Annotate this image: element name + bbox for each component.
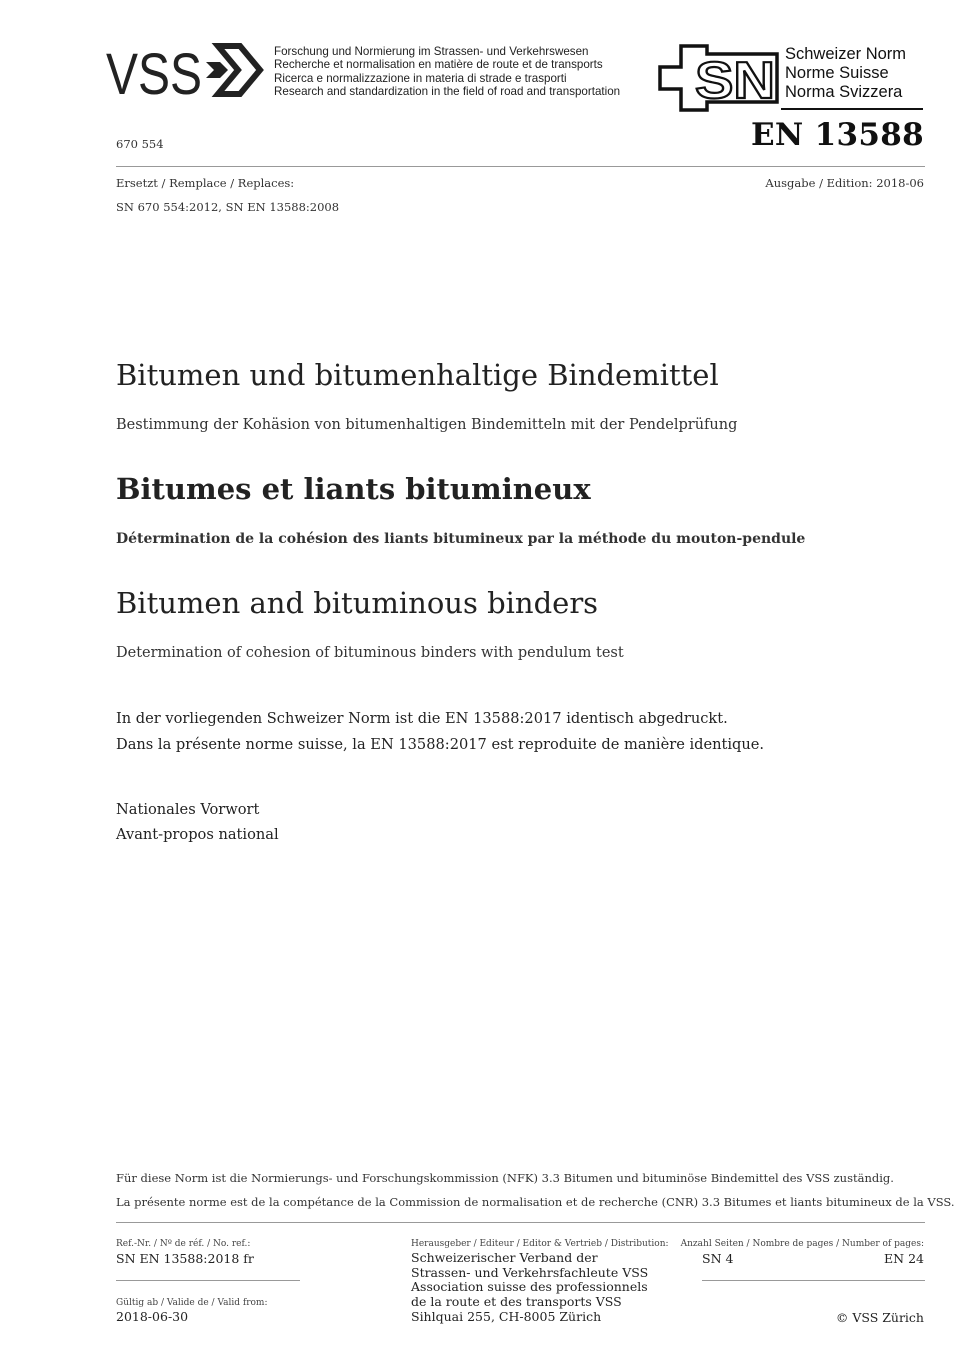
vss-tagline-it: Ricerca e normalizzazione in materia di strade e trasporti <box>274 71 567 85</box>
pages-sn: SN 4 <box>702 1251 734 1266</box>
vss-tagline <box>274 45 620 98</box>
copyright: © VSS Zürich <box>835 1310 924 1325</box>
publisher-line: Strassen- und Verkehrsfachleute VSS <box>411 1264 649 1280</box>
sn-norm-it: Norma Svizzera <box>785 83 903 101</box>
subtitle-fr: Détermination de la cohésion des liants bitumineux par la méthode du mouton-pendule <box>116 531 806 547</box>
ref-divider <box>116 1280 300 1281</box>
responsibility-de: Für diese Norm ist die Normierungs- und Forschungskommission (NFK) 3.3 Bitumen und bituminöse Bindemittel des VSS zuständig. <box>116 1171 894 1185</box>
title-de: Bitumen und bitumenhaltige Bindemittel <box>116 358 719 392</box>
header-divider <box>116 166 925 167</box>
pages-divider <box>702 1280 925 1281</box>
foreword-heading-fr: Avant-propos national <box>116 826 279 843</box>
publisher-line: Sihlquai 255, CH-8005 Zürich <box>411 1308 602 1324</box>
standard-id: EN 13588 <box>750 117 924 153</box>
ref-value: SN EN 13588:2018 fr <box>116 1251 254 1266</box>
publisher-line: Association suisse des professionnels <box>411 1279 648 1295</box>
sn-norm-names <box>785 45 906 102</box>
title-fr: Bitumes et liants bitumineux <box>116 472 591 506</box>
vss-logo-text: VSS <box>106 42 202 100</box>
publisher-label: Herausgeber / Editeur / Editor & Vertrieb / Distribution: <box>411 1239 669 1249</box>
ref-label: Ref.-Nr. / Nº de réf. / No. ref.: <box>116 1239 251 1249</box>
footer-divider <box>116 1222 925 1223</box>
pages-en: EN 24 <box>884 1251 924 1266</box>
pages-label: Anzahl Seiten / Nombre de pages / Number of pages: <box>680 1239 924 1249</box>
vss-tagline-en: Research and standardization in the field of road and transportation <box>274 84 621 98</box>
identical-note-de: In der vorliegenden Schweizer Norm ist die EN 13588:2017 identisch abgedruckt. <box>116 710 728 727</box>
replaces-value: SN 670 554:2012, SN EN 13588:2008 <box>116 200 340 214</box>
vss-tagline-fr: Recherche et normalisation en matière de route et de transports <box>274 58 603 72</box>
identical-note-fr: Dans la présente norme suisse, la EN 13588:2017 est reproduite de manière identique. <box>116 736 765 753</box>
edition: Ausgabe / Edition: 2018-06 <box>765 176 924 190</box>
vss-logo <box>106 40 268 100</box>
responsibility-fr: La présente norme est de la compétance de la Commission de normalisation et de recherche (CNR) 3.3 Bitumes et liants bitumineux de la VSS. <box>116 1195 955 1209</box>
subtitle-de: Bestimmung der Kohäsion von bitumenhaltigen Bindemitteln mit der Pendelprüfung <box>116 417 738 433</box>
doc-number: 670 554 <box>116 137 164 151</box>
publisher-line: Schweizerischer Verband der <box>411 1250 598 1265</box>
publisher-line: de la route et des transports VSS <box>411 1294 622 1310</box>
subtitle-en: Determination of cohesion of bituminous binders with pendulum test <box>116 645 624 661</box>
sn-norm-de: Schweizer Norm <box>785 45 907 63</box>
sn-logo-text: SN <box>695 52 775 110</box>
foreword-heading-de: Nationales Vorwort <box>116 801 260 818</box>
valid-from-value: 2018-06-30 <box>116 1309 189 1324</box>
valid-from-label: Gültig ab / Valide de / Valid from: <box>116 1298 268 1308</box>
replaces-label: Ersetzt / Remplace / Replaces: <box>116 176 295 190</box>
sn-norm-fr: Norme Suisse <box>785 64 889 82</box>
title-en: Bitumen and bituminous binders <box>116 586 599 620</box>
publisher-address <box>411 1251 648 1325</box>
vss-tagline-de: Forschung und Normierung im Strassen- und Verkehrswesen <box>274 45 589 58</box>
